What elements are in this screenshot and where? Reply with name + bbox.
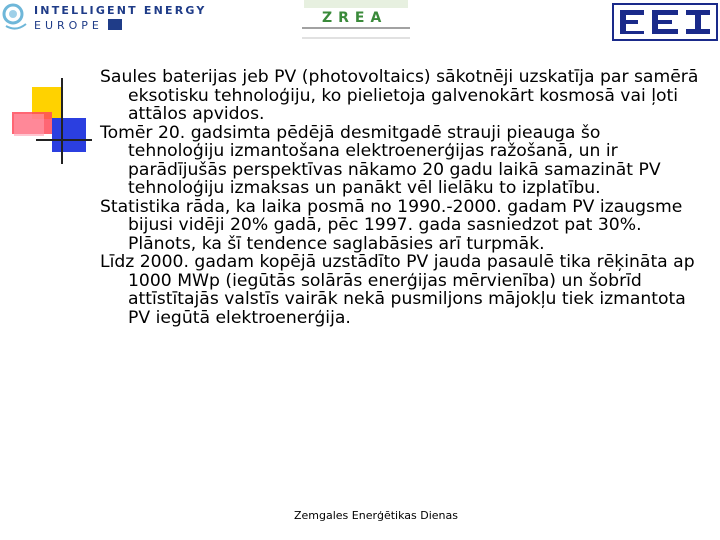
intelligent-energy-europe-logo xyxy=(0,0,207,36)
swirl-icon xyxy=(2,2,30,32)
zrea-title: ZREA xyxy=(322,10,388,26)
paragraph-3: Statistika rāda, ka laika posmā no 1990.-2000. gadam PV izaugsme bijusi vidēji 20% gadā, pēc 1997. gada sasniedzot pat 30%. Plānots, ka šī tendence saglabāsies arī turpmāk. xyxy=(100,196,683,254)
europe-text: EUROPE xyxy=(34,19,103,32)
decorative-squares xyxy=(0,70,100,170)
intelligent-energy-text: INTELLIGENT ENERGY xyxy=(34,4,207,17)
slide-body xyxy=(100,68,700,327)
fei-logo xyxy=(612,3,718,41)
footer-text: Zemgales Enerģētikas Dienas xyxy=(293,509,458,522)
paragraph-4: Līdz 2000. gadam kopējā uzstādīto PV jauda pasaulē tika rēķināta ap 1000 MWp (iegūtās solārās enerģijas mērvienība) un šobrīd attīstītajās valstīs vairāk nekā pusmiljons mājokļu tiek izmantota PV iegūtā elektroenerģija. xyxy=(100,252,695,328)
paragraph-2: Tomēr 20. gadsimta pēdējā desmitgadē strauji pieauga šo tehnoloģiju izmantošana elektroenerģijas ražošanā, un ir parādījušās perspektīvas nākamo 20 gadu laikā samazināt PV tehnoloģiju izmaksas un panākt vēl lielāku to izplatību. xyxy=(100,122,661,198)
paragraph-1: Saules baterijas jeb PV (photovoltaics) sākotnēji uzskatīja par samērā eksotisku tehnoloģiju, ko pielietoja galvenokārt kosmosā vai ļoti attālos apvidos. xyxy=(100,67,699,124)
eu-flag-icon xyxy=(108,19,122,30)
zrea-logo xyxy=(300,0,412,44)
